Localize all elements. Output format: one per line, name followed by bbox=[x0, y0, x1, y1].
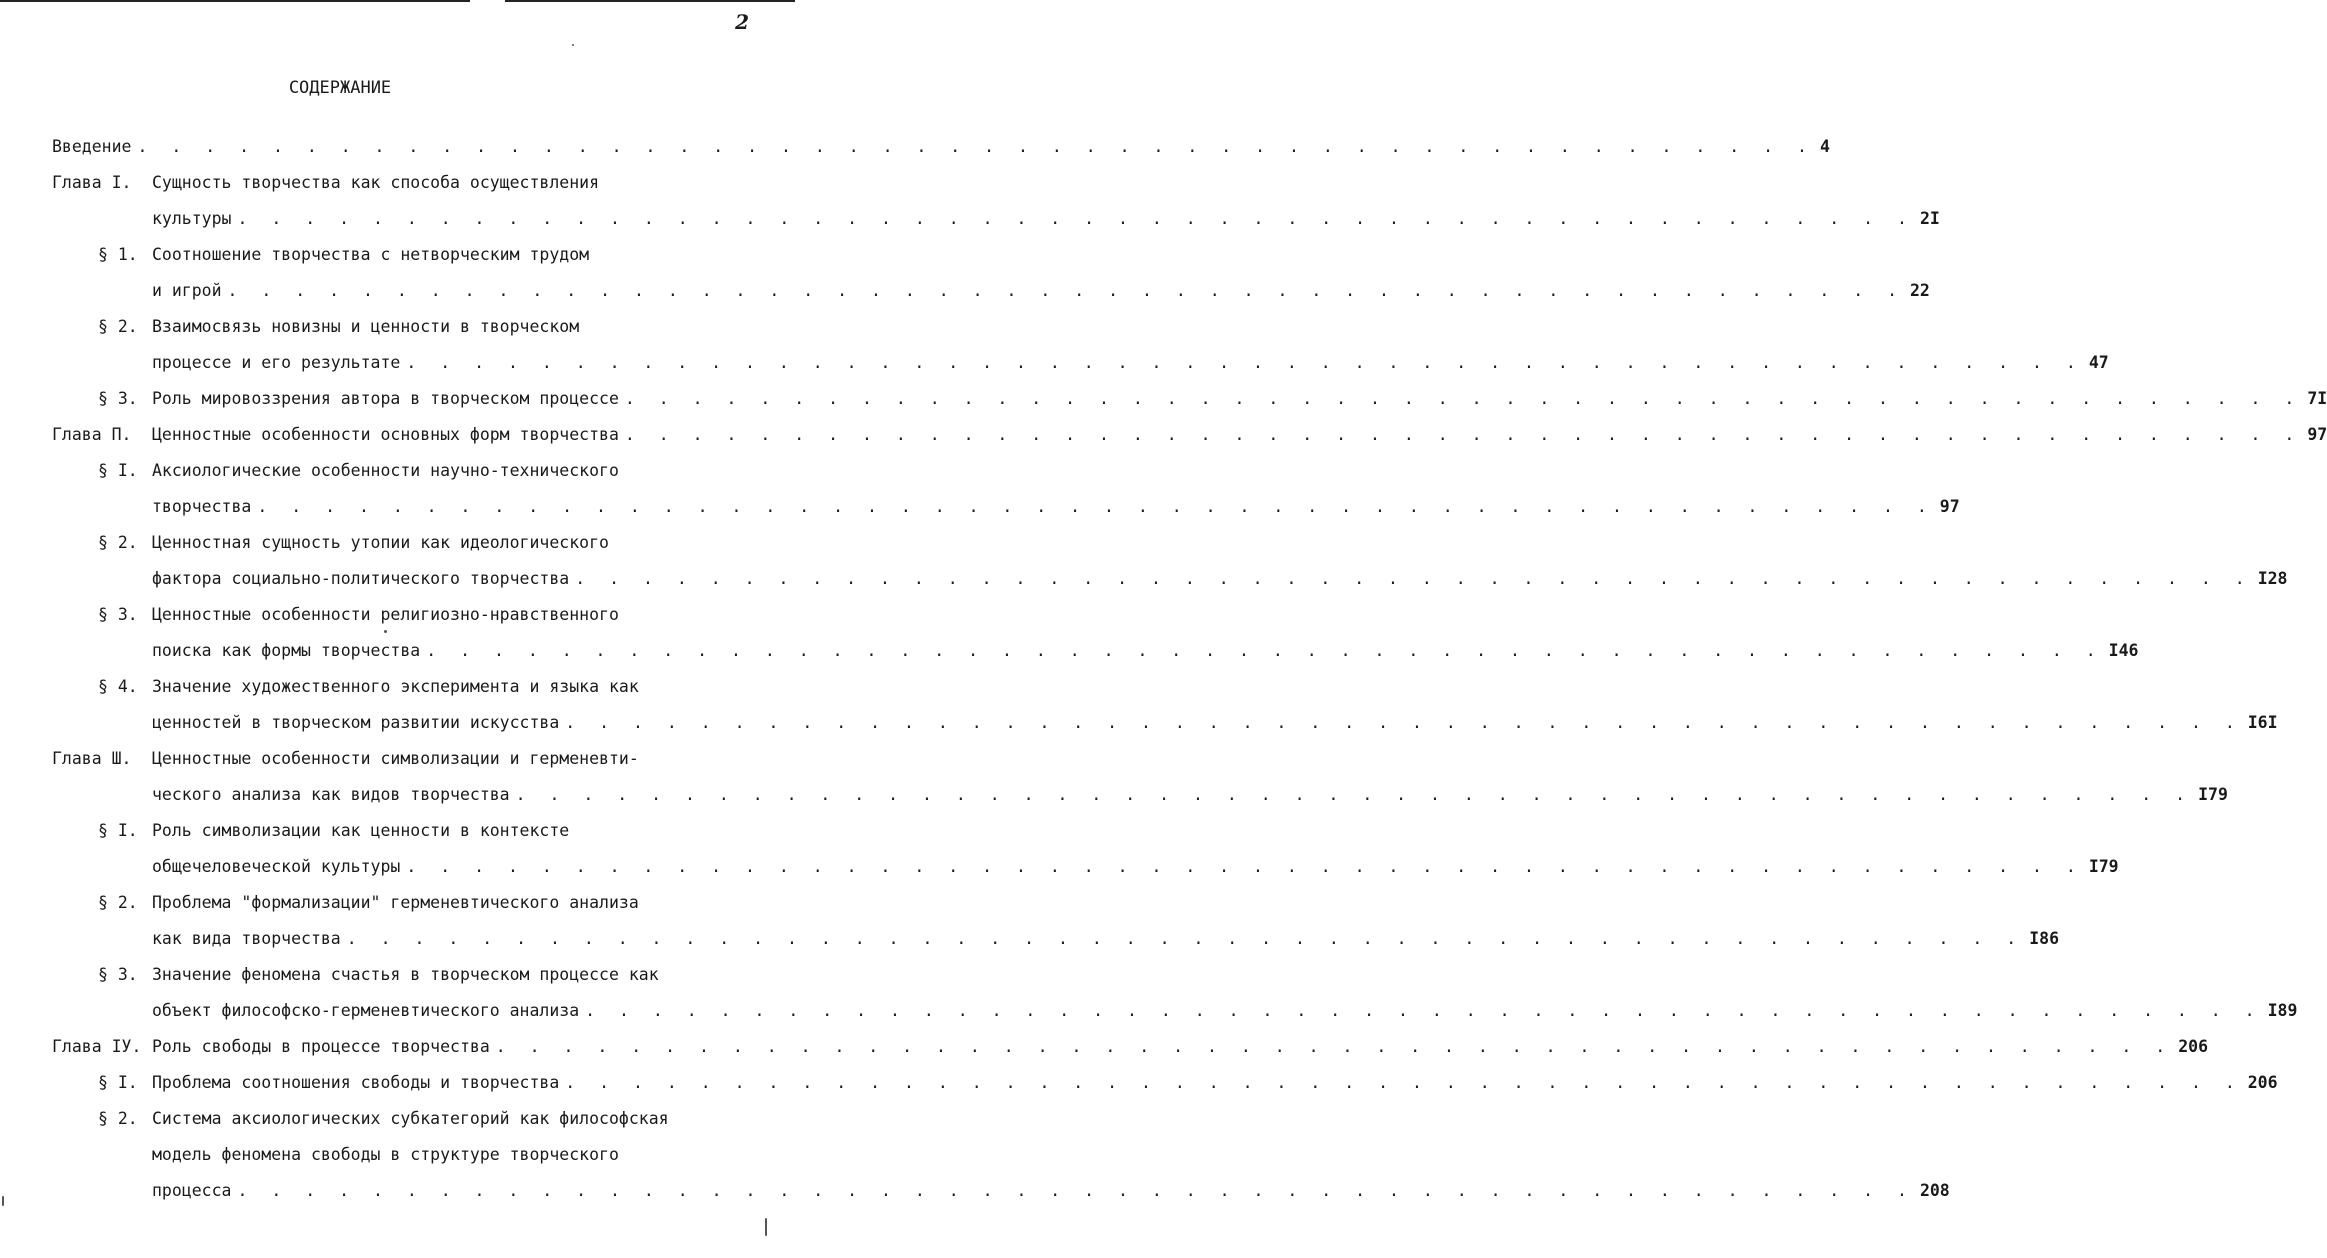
toc-row bbox=[52, 237, 752, 273]
page-reference: 4 bbox=[1819, 137, 1830, 156]
dot-leader: . . . . . . . . . . . . . . . . . . . . . . . . . . . . . . . . . . . . . . . . . . . . . . . . . . bbox=[624, 425, 2302, 444]
toc-row bbox=[52, 1101, 752, 1137]
toc-row bbox=[52, 669, 752, 705]
entry-title-line: Проблема "формализации" герменевтического анализа bbox=[152, 893, 639, 912]
toc-row bbox=[52, 741, 752, 777]
section-label: § 2. bbox=[98, 893, 138, 912]
page-reference: 206 bbox=[2247, 1073, 2278, 1092]
toc-section-entry bbox=[52, 237, 1930, 309]
entry-title-line: Роль свободы в процессе творчества bbox=[152, 1037, 490, 1056]
toc-row bbox=[52, 309, 752, 345]
scan-speck bbox=[384, 630, 387, 633]
scan-speck bbox=[2, 1196, 4, 1206]
dot-leader: . . . . . . . . . . . . . . . . . . . . . . . . . . . . . . . . . . . . . . . . . . . . . . . . . . bbox=[585, 1001, 2262, 1020]
page-reference: 22 bbox=[1910, 281, 1930, 300]
page-reference: I86 bbox=[2029, 929, 2060, 948]
toc-chapter-entry bbox=[52, 741, 2228, 813]
section-label: § 3. bbox=[98, 605, 138, 624]
toc-row bbox=[52, 993, 2298, 1029]
entry-title-line: Ценностная сущность утопии как идеологического bbox=[152, 533, 609, 552]
toc-row bbox=[52, 777, 2228, 813]
toc-section-entry bbox=[52, 669, 2278, 741]
toc-section-entry bbox=[52, 1065, 2278, 1101]
toc-row bbox=[52, 705, 2278, 741]
toc-row bbox=[52, 885, 752, 921]
dot-leader: . . . . . . . . . . . . . . . . . . . . . . . . . . . . . . . . . . . . . . . . . . . . . . . . . . bbox=[346, 929, 2024, 948]
section-label: § 2. bbox=[98, 533, 138, 552]
entry-title-line: Система аксиологических субкатегорий как философская bbox=[152, 1109, 669, 1128]
section-label: § 3. bbox=[98, 965, 138, 984]
entry-title-line: Роль мировоззрения автора в творческом процессе bbox=[152, 389, 619, 408]
section-label: § 1. bbox=[98, 245, 138, 264]
toc-row bbox=[52, 1173, 1950, 1209]
entry-title-line: как вида творчества bbox=[152, 929, 341, 948]
toc-row bbox=[52, 957, 752, 993]
dot-leader: . . . . . . . . . . . . . . . . . . . . . . . . . . . . . . . . . . . . . . . . . . . . . . . . . . bbox=[257, 497, 1934, 516]
dot-leader: . . . . . . . . . . . . . . . . . . . . . . . . . . . . . . . . . . . . . . . . . . . . . . . . . . bbox=[565, 1073, 2242, 1092]
entry-title-line: общечеловеческой культуры bbox=[152, 857, 401, 876]
chapter-label: Глава I. bbox=[52, 173, 132, 192]
toc-row bbox=[52, 849, 2119, 885]
toc-row bbox=[52, 1137, 752, 1173]
entry-title-line: Аксиологические особенности научно-технического bbox=[152, 461, 619, 480]
page-reference: I79 bbox=[2198, 785, 2228, 804]
toc-section-entry bbox=[52, 813, 2119, 885]
page-number: 2 bbox=[735, 10, 749, 34]
dot-leader: . . . . . . . . . . . . . . . . . . . . . . . . . . . . . . . . . . . . . . . . . . . . . . . . . . bbox=[426, 641, 2103, 660]
entry-title-line: Взаимосвязь новизны и ценности в творческом bbox=[152, 317, 580, 336]
entry-title-line: Соотношение творчества с нетворческим трудом bbox=[152, 245, 590, 264]
toc-row bbox=[52, 921, 2060, 957]
toc-section-entry bbox=[52, 1101, 1950, 1209]
entry-title-line: поиска как формы творчества bbox=[152, 641, 421, 660]
dot-leader: . . . . . . . . . . . . . . . . . . . . . . . . . . . . . . . . . . . . . . . . . . . . . . . . . . bbox=[237, 1181, 1914, 1200]
toc-row bbox=[52, 165, 752, 201]
page-reference: I6I bbox=[2247, 713, 2278, 732]
section-label: § 2. bbox=[98, 317, 138, 336]
chapter-label: Глава IУ. bbox=[52, 1037, 142, 1056]
toc-section-entry bbox=[52, 885, 2060, 957]
page-reference: I46 bbox=[2108, 641, 2139, 660]
toc-row bbox=[52, 417, 2327, 453]
scan-speck bbox=[572, 44, 574, 46]
scan-edge-line bbox=[0, 0, 470, 2]
table-of-contents bbox=[52, 129, 2327, 1209]
dot-leader: . . . . . . . . . . . . . . . . . . . . . . . . . . . . . . . . . . . . . . . . . . . . . . . . . . bbox=[137, 137, 1814, 156]
entry-title-line: Роль символизации как ценности в контексте bbox=[152, 821, 570, 840]
scan-edge-line bbox=[505, 0, 795, 2]
entry-title-line: ценностей в творческом развитии искусства bbox=[152, 713, 560, 732]
dot-leader: . . . . . . . . . . . . . . . . . . . . . . . . . . . . . . . . . . . . . . . . . . . . . . . . . . bbox=[227, 281, 1904, 300]
page-reference: 208 bbox=[1919, 1181, 1950, 1200]
entry-title-line: процессе и его результате bbox=[152, 353, 401, 372]
toc-section-entry bbox=[52, 309, 2109, 381]
toc-row bbox=[52, 1029, 2209, 1065]
toc-row bbox=[52, 381, 2327, 417]
toc-section-entry bbox=[52, 957, 2298, 1029]
toc-section-entry bbox=[52, 453, 1960, 525]
entry-title-line: фактора социально-политического творчества bbox=[152, 569, 570, 588]
entry-title-line: процесса bbox=[152, 1181, 232, 1200]
page-reference: 7I bbox=[2307, 389, 2327, 408]
section-label: § I. bbox=[98, 461, 138, 480]
section-label: § 3. bbox=[98, 389, 138, 408]
page-reference: 206 bbox=[2178, 1037, 2209, 1056]
toc-row bbox=[52, 561, 2288, 597]
page-reference: I28 bbox=[2257, 569, 2288, 588]
toc-chapter-entry bbox=[52, 417, 2327, 453]
toc-row bbox=[52, 633, 2139, 669]
dot-leader: . . . . . . . . . . . . . . . . . . . . . . . . . . . . . . . . . . . . . . . . . . . . . . . . . . bbox=[406, 353, 2083, 372]
section-label: § 4. bbox=[98, 677, 138, 696]
dot-leader: . . . . . . . . . . . . . . . . . . . . . . . . . . . . . . . . . . . . . . . . . . . . . . . . . . bbox=[406, 857, 2083, 876]
entry-title-line: Проблема соотношения свободы и творчества bbox=[152, 1073, 560, 1092]
page-reference: 2I bbox=[1919, 209, 1940, 228]
chapter-label: Глава Ш. bbox=[52, 749, 132, 768]
toc-chapter-entry bbox=[52, 165, 1940, 237]
toc-section-entry bbox=[52, 525, 2288, 597]
section-label: § I. bbox=[98, 821, 138, 840]
page-reference: I89 bbox=[2267, 1001, 2298, 1020]
dot-leader: . . . . . . . . . . . . . . . . . . . . . . . . . . . . . . . . . . . . . . . . . . . . . . . . . . bbox=[237, 209, 1914, 228]
entry-title-line: модель феномена свободы в структуре творческого bbox=[152, 1145, 619, 1164]
toc-row bbox=[52, 345, 2109, 381]
toc-section-entry bbox=[52, 597, 2139, 669]
entry-title-line: Значение феномена счастья в творческом процессе как bbox=[152, 965, 659, 984]
toc-chapter-entry bbox=[52, 1029, 2209, 1065]
dot-leader: . . . . . . . . . . . . . . . . . . . . . . . . . . . . . . . . . . . . . . . . . . . . . . . . . . bbox=[495, 1037, 2173, 1056]
entry-title-line: Значение художественного эксперимента и языка как bbox=[152, 677, 639, 696]
scan-speck bbox=[765, 1218, 767, 1236]
page-reference: I79 bbox=[2088, 857, 2119, 876]
entry-title-line: и игрой bbox=[152, 281, 222, 300]
page-reference: 97 bbox=[2307, 425, 2327, 444]
entry-title-line: объект философско-герменевтического анализа bbox=[152, 1001, 580, 1020]
section-label: § 2. bbox=[98, 1109, 138, 1128]
entry-title-line: Сущность творчества как способа осуществления bbox=[152, 173, 600, 192]
dot-leader: . . . . . . . . . . . . . . . . . . . . . . . . . . . . . . . . . . . . . . . . . . . . . . . . . . bbox=[515, 785, 2193, 804]
dot-leader: . . . . . . . . . . . . . . . . . . . . . . . . . . . . . . . . . . . . . . . . . . . . . . . . . . bbox=[624, 389, 2302, 408]
page-reference: 97 bbox=[1939, 497, 1960, 516]
toc-row bbox=[52, 489, 1960, 525]
entry-title-line: творчества bbox=[152, 497, 252, 516]
toc-row bbox=[52, 129, 1830, 165]
section-label: § I. bbox=[98, 1073, 138, 1092]
entry-title-line: ческого анализа как видов творчества bbox=[152, 785, 510, 804]
toc-row bbox=[52, 813, 752, 849]
toc-title: СОДЕРЖАНИЕ bbox=[288, 78, 392, 98]
dot-leader: . . . . . . . . . . . . . . . . . . . . . . . . . . . . . . . . . . . . . . . . . . . . . . . . . . bbox=[575, 569, 2252, 588]
toc-row bbox=[52, 1065, 2278, 1101]
entry-title-line: Ценностные особенности символизации и герменевти- bbox=[152, 749, 639, 768]
entry-title-line: Ценностные особенности религиозно-нравственного bbox=[152, 605, 619, 624]
toc-row bbox=[52, 525, 752, 561]
page-reference: 47 bbox=[2088, 353, 2109, 372]
toc-row bbox=[52, 201, 1940, 237]
toc-row bbox=[52, 453, 752, 489]
chapter-label: Глава П. bbox=[52, 425, 132, 444]
entry-title-line: Ценностные особенности основных форм творчества bbox=[152, 425, 619, 444]
toc-section-entry bbox=[52, 381, 2327, 417]
dot-leader: . . . . . . . . . . . . . . . . . . . . . . . . . . . . . . . . . . . . . . . . . . . . . . . . . . bbox=[565, 713, 2242, 732]
entry-title-line: культуры bbox=[152, 209, 232, 228]
toc-row bbox=[52, 273, 1930, 309]
toc-row bbox=[52, 597, 752, 633]
toc-intro-entry bbox=[52, 129, 1830, 165]
entry-title-line: Введение bbox=[52, 137, 132, 156]
